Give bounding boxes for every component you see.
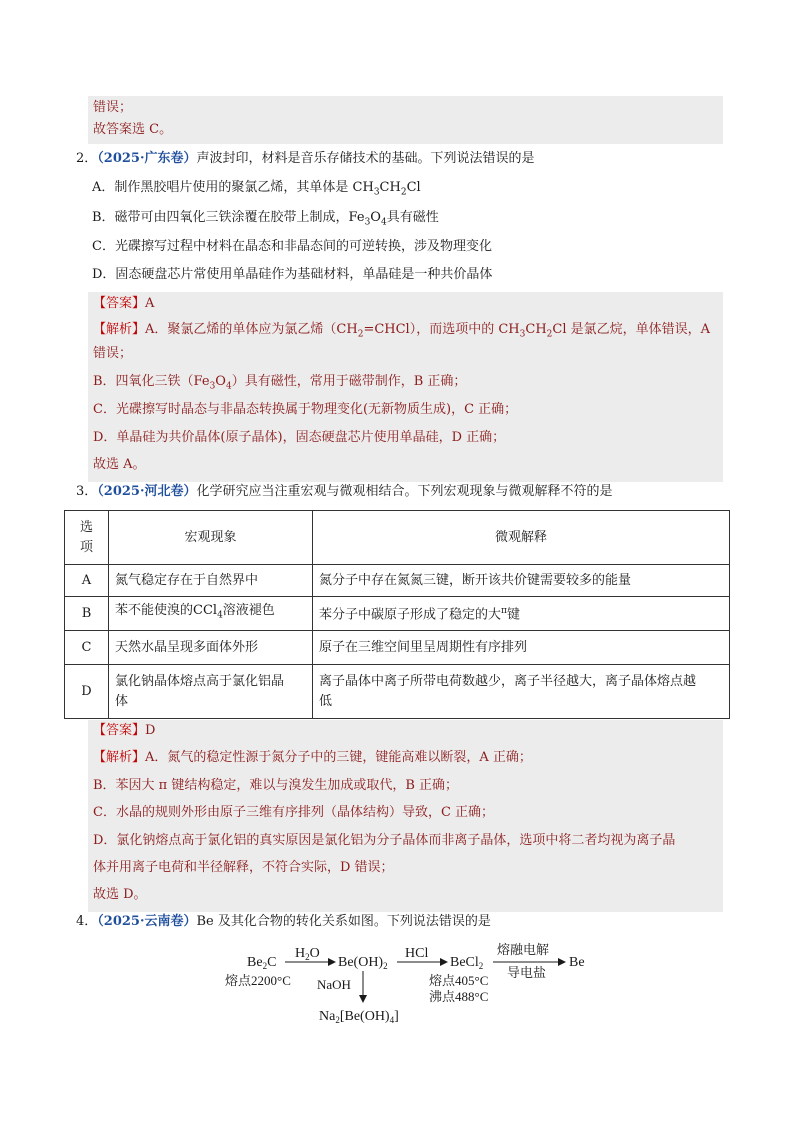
melting-point-be2c: 熔点2200°C — [225, 973, 291, 988]
table-cell: C — [65, 631, 109, 665]
analysis-line: C．水晶的规则外形由原子三维有序排列（晶体结构）导致，C 正确； — [93, 805, 495, 820]
beoh2-formula: $Be(OH)_2$ — [338, 955, 388, 971]
reaction-diagram — [215, 940, 605, 1025]
table-cell: 氯化钠晶体熔点高于氯化铝晶 体 — [109, 665, 313, 719]
conductive-salt-condition: 导电盐 — [507, 965, 547, 980]
table-cell: 天然水晶呈现多面体外形 — [109, 631, 313, 665]
be2c-formula: $Be_2C$ — [247, 955, 277, 971]
analysis-line: B．苯因大 π 键结构稳定，难以与溴发生加成或取代，B 正确； — [93, 778, 459, 793]
h2o-reagent: $H_2O$ — [295, 946, 320, 962]
question-4 — [76, 912, 491, 932]
naoh-reagent: NaOH — [317, 977, 351, 992]
melting-point-becl2: 熔点405°C — [429, 973, 489, 988]
option-a: A．制作黑胶唱片使用的聚氯乙烯，其单体是 $CH_3CH_2Cl$ — [92, 180, 421, 198]
table-cell: 原子在三维空间里呈周期性有序排列 — [313, 631, 730, 665]
answer-line: 【答案】A — [93, 296, 155, 311]
analysis-line: 【解析】A．氮气的稳定性源于氮分子中的三键，键能高难以断裂，A 正确； — [93, 750, 532, 765]
comparison-table — [64, 510, 730, 719]
table-cell: B — [65, 597, 109, 631]
answer-line: 【答案】D — [93, 723, 156, 738]
analysis-line: B．四氧化三铁$(Fe_3O_4)$具有磁性，常用于磁带制作，B 正确； — [93, 374, 467, 392]
table-cell: 氮气稳定存在于自然界中 — [109, 565, 313, 597]
table-row — [65, 631, 730, 665]
answer-line: 故答案选 C。 — [93, 122, 173, 137]
table-cell: D — [65, 665, 109, 719]
table-cell: A — [65, 565, 109, 597]
electrolysis-condition: 熔融电解 — [497, 942, 550, 957]
table-cell: 离子晶体中离子所带电荷数越少，离子半径越大，离子晶体熔点越 低 — [313, 665, 730, 719]
question-source: （2025·广东卷） — [97, 151, 197, 166]
question-stem: Be 及其化合物的转化关系如图。下列说法错误的是 — [196, 914, 491, 929]
analysis-line: D．氯化钠熔点高于氯化铝的真实原因是氯化铝为分子晶体而非离子晶体，选项中将二者均视为离子晶 — [93, 833, 676, 848]
table-cell: 苯不能使溴的CCl$_4$溶液褪色 — [109, 597, 313, 631]
becl2-formula: BeCl$_2$ — [450, 955, 484, 971]
analysis-line: C．光碟擦写时晶态与非晶态转换属于物理变化(无新物质生成)，C 正确； — [93, 402, 518, 417]
question-3 — [76, 482, 613, 502]
table-header-cell: 宏观现象 — [109, 511, 313, 565]
answer-block-1 — [88, 96, 723, 144]
analysis-line: 【解析】A．聚氯乙烯的单体应为氯乙烯$(CH_2=CHCl)$，而选项中的 $CH_3CH_2Cl$ 是氯乙烷，单体错误，A — [93, 322, 711, 340]
table-header-cell: 微观解释 — [313, 511, 730, 565]
question-2 — [76, 149, 535, 169]
analysis-line: 错误； — [93, 346, 133, 361]
table-row — [65, 597, 730, 631]
question-stem: 声波封印，材料是音乐存储技术的基础。下列说法错误的是 — [196, 151, 535, 166]
sodium-beryllate-formula: $Na_2[Be(OH)_4]$ — [319, 1009, 399, 1025]
table-header-row — [65, 511, 730, 565]
option-c: C．光碟擦写过程中材料在晶态和非晶态间的可逆转换，涉及物理变化 — [92, 239, 492, 254]
question-source: （2025·河北卷） — [97, 484, 197, 499]
boiling-point-becl2: 沸点488°C — [429, 989, 489, 1004]
question-source: （2025·云南卷） — [97, 914, 197, 929]
be-product: Be — [569, 955, 585, 970]
table-cell: 苯分子中碳原子形成了稳定的大$^\pi$键 — [313, 597, 730, 631]
answer-block-2 — [88, 292, 723, 482]
analysis-line: 故选 A。 — [93, 457, 146, 472]
table-row — [65, 665, 730, 719]
answer-line: 错误； — [93, 100, 133, 115]
option-d: D．固态硬盘芯片常使用单晶硅作为基础材料，单晶硅是一种共价晶体 — [92, 267, 493, 282]
question-number: 4． — [76, 914, 98, 929]
question-stem: 化学研究应当注重宏观与微观相结合。下列宏观现象与微观解释不符的是 — [196, 484, 613, 499]
question-number: 2． — [76, 151, 98, 166]
analysis-line: 体并用离子电荷和半径解释，不符合实际，D 错误； — [93, 860, 394, 875]
analysis-line: D．单晶硅为共价晶体(原子晶体)，固态硬盘芯片使用单晶硅，D 正确； — [93, 430, 506, 445]
question-number: 3． — [76, 484, 98, 499]
table-header-cell: 选 项 — [65, 511, 109, 565]
option-b: B．磁带可由四氧化三铁涂覆在胶带上制成，$Fe_3O_4$具有磁性 — [92, 210, 439, 228]
hcl-reagent: HCl — [405, 946, 429, 961]
table-cell: 氮分子中存在氮氮三键，断开该共价键需要较多的能量 — [313, 565, 730, 597]
analysis-line: 故选 D。 — [93, 887, 147, 902]
table-row — [65, 565, 730, 597]
answer-block-3 — [88, 720, 723, 912]
